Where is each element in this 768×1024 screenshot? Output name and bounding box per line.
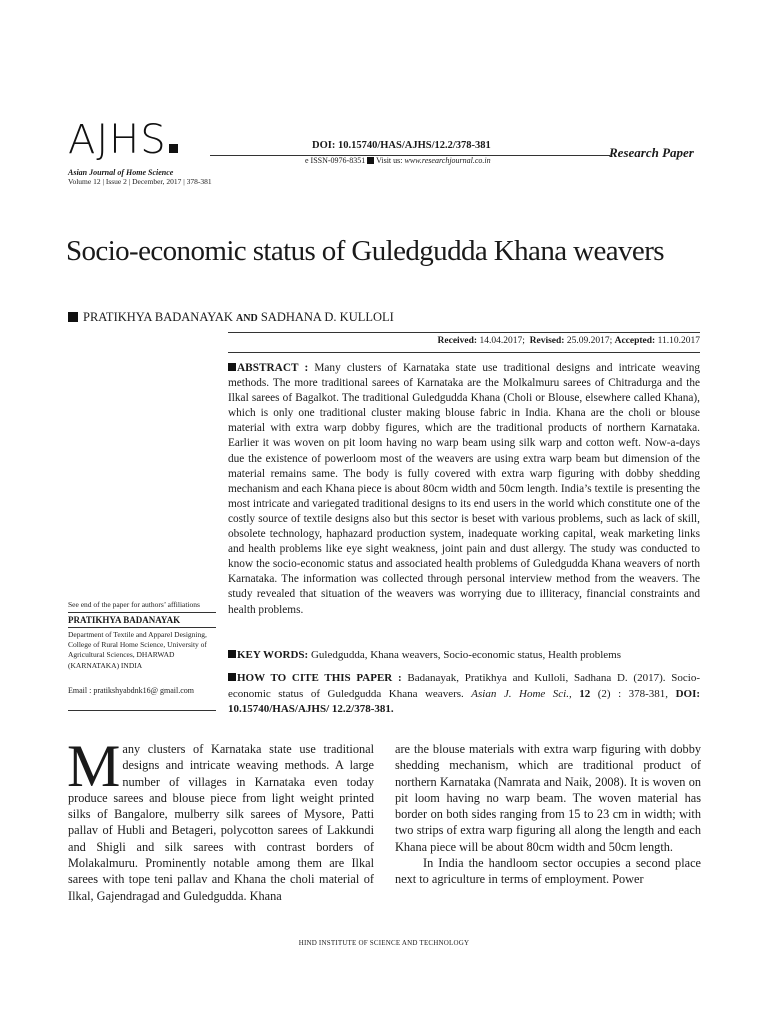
affiliation-rule (68, 710, 216, 711)
revised-label: Revised: (529, 336, 565, 346)
page-footer: HIND INSTITUTE OF SCIENCE AND TECHNOLOGY (298, 939, 470, 947)
paper-title: Socio-economic status of Guledgudda Khana weavers (66, 235, 664, 267)
journal-name: Asian Journal of Home Science (68, 168, 174, 177)
keywords-label: KEY WORDS: (237, 649, 309, 661)
issn-line (305, 157, 491, 165)
keywords (228, 648, 700, 663)
abstract-text: Many clusters of Karnataka state use traditional designs and intricate weaving methods. The more traditional sarees of Karnataka are the Molkalmuru sarees of Chitradurga and the Ilkal sarees of Bagalkot. The traditional Guledgudda Khana (Choli or Blouse, elsewhere called Khana), which is only one traditional cluster making blouse fabric in India. Khana are the choli or blouse material with extra warp dobby figures, which are the traditional products of northern Karnataka. Earlier it was woven on pit loom having no warp beam using silk warp and cotton weft. Now-a-days due the existence of powerloom most of the weavers are using extra warp beam but dimension of the material remains same. The body is fully covered with extra warp figuring with dobby shedding mechanism and each Khana piece is about 80cm width and 50cm length. India’s textile is presenting the most intricate and variegated traditional designs to its end users in the world which constitute one of the costly source of textile designs also but this sector is beset with various problems, such as lack of skill, obsolete technology, haphazard production system, inadequate working capital, weak marketing links and health problems like eye sight weakness, joint pain and dust allergy. The study was conducted to know the socio-economic status and associated health problems of Guledgudda Khana weavers of north Karnataka. The information was collected through personal interview method from the weavers. The study revealed that situation of the weavers was worrying due to illiteracy, financial constraints and health problems. (228, 362, 701, 616)
author-and: AND (236, 313, 258, 324)
cite-text: Badanayak, Pratikhya and Kulloli, Sadhana D. (2017). Socio-economic status of Guledgudda Khana weavers. (228, 672, 700, 700)
cite-volume: 12 (579, 687, 591, 700)
square-bullet-icon (228, 650, 236, 658)
how-to-cite (228, 671, 700, 718)
cite-pages: (2) : 378-381, (597, 687, 669, 700)
affiliation-rule (68, 612, 216, 613)
drop-cap: M (67, 733, 121, 799)
body-paragraph: are the blouse materials with extra warp figuring with dobby shedding mechanism, which are traditional product of northern Karnataka (Namrata and Naik, 2008). It is woven on pit loom having no warp beam. The woven material has border on both sides ranging from 15 to 23 cm in width; with two strips of extra warp figuring all along the length and each Khana piece will be about 80cm width and 50cm length. (395, 742, 701, 854)
author-first: PRATIKHYA BADANAYAK (83, 310, 233, 324)
affiliation-name: PRATIKHYA BADANAYAK (68, 615, 181, 625)
logo-square-icon (169, 144, 178, 153)
volume-line: Volume 12 | Issue 2 | December, 2017 | 378-381 (68, 177, 212, 186)
abstract (228, 361, 700, 618)
affiliation-body: Department of Textile and Apparel Designing, College of Rural Home Science, University of Agricultural Sciences, DHARWAD (KARNATAKA) INDIA (68, 630, 207, 670)
cite-journal: Asian J. Home Sci., (471, 687, 572, 700)
abstract-label: ABSTRACT : (237, 362, 309, 374)
cite-doi: DOI: 10.15740/HAS/AJHS/ 12.2/378-381. (228, 687, 701, 715)
body-paragraph (67, 733, 374, 904)
square-bullet-icon (68, 312, 78, 322)
body-text: any clusters of Karnataka state use traditional designs and intricate weaving methods. A large number of villages in Karnataka even today produce sarees and blouse piece from light weight printed silks of Bangalore, mulberry silk sarees of Mysore, Patti pallav of Hubli and Betageri, polycotton sarees of Lakkundi and Shigli and silk sarees with contrast borders of Molakalmuru. Prominently notable among them are Ilkal sarees with tope teni pallav and Khana the choli material of Ilkal, Gajendragad and Guledgudda. Khana (68, 742, 374, 903)
authors-line (68, 311, 394, 324)
cite-label: HOW TO CITE THIS PAPER : (237, 672, 402, 684)
paper-type: Research Paper (609, 145, 694, 160)
issn: e ISSN-0976-8351 (305, 156, 366, 165)
square-bullet-icon (228, 363, 236, 371)
author-second: SADHANA D. KULLOLI (260, 310, 394, 324)
body-paragraph: In India the handloom sector occupies a second place next to agriculture in terms of employment. Power (395, 856, 701, 887)
dates-rule-top (228, 332, 700, 333)
square-bullet-icon (228, 673, 236, 681)
body-column-left (67, 733, 374, 904)
keywords-text: Guledgudda, Khana weavers, Socio-economic status, Health problems (310, 649, 622, 661)
visit-label: Visit us: (376, 156, 403, 165)
journal-logo (68, 117, 178, 163)
website-link[interactable]: www.researchjournal.co.in (404, 156, 491, 165)
accepted-label: Accepted: (614, 336, 656, 346)
logo-text: AJHS (68, 117, 167, 163)
affiliation-rule (68, 627, 216, 628)
accepted-date: 11.10.2017 (657, 336, 700, 346)
body-column-right (395, 741, 701, 888)
revised-date: 25.09.2017; (566, 336, 613, 346)
affiliation-email: Email : pratikshyabdnk16@ gmail.com (68, 686, 195, 695)
received-date: 14.04.2017; (479, 336, 525, 346)
dates-rule-bottom (228, 352, 700, 353)
square-bullet-icon (367, 157, 374, 164)
header-doi: DOI: 10.15740/HAS/AJHS/12.2/378-381 (312, 140, 491, 151)
received-label: Received: (437, 336, 478, 346)
affiliation-note: See end of the paper for authors’ affiliations (68, 600, 200, 609)
dates-line (228, 337, 700, 347)
